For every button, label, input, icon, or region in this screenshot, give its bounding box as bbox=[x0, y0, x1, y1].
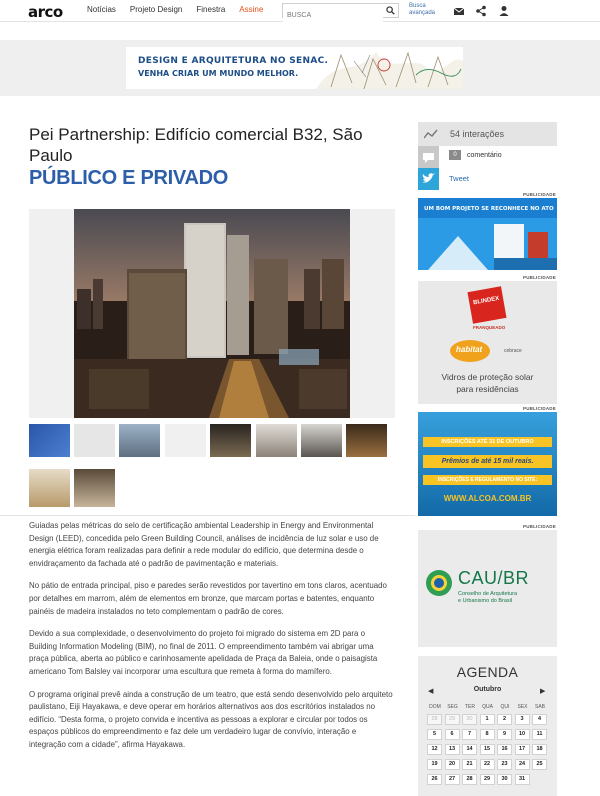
weekday-label: SEG bbox=[447, 704, 458, 710]
user-icon[interactable] bbox=[497, 4, 511, 18]
calendar-day[interactable]: 22 bbox=[480, 759, 495, 770]
mail-icon[interactable] bbox=[452, 4, 466, 18]
calendar-day[interactable]: 9 bbox=[497, 729, 512, 740]
calendar-day[interactable]: 4 bbox=[532, 714, 547, 725]
agenda-widget bbox=[418, 656, 557, 796]
main-nav bbox=[87, 5, 263, 14]
calendar-day[interactable]: 8 bbox=[480, 729, 495, 740]
blindex-text: BLINDEX bbox=[472, 295, 500, 307]
main-photo[interactable] bbox=[29, 209, 395, 418]
agenda-month: Outubro bbox=[473, 686, 502, 693]
weekday-label: TER bbox=[465, 704, 475, 710]
senac-banner-ad[interactable] bbox=[126, 47, 463, 89]
search-icon[interactable] bbox=[386, 6, 395, 15]
gallery-thumbnail[interactable] bbox=[346, 424, 387, 457]
calendar-day[interactable]: 16 bbox=[497, 744, 512, 755]
nav-item-finestra[interactable]: Finestra bbox=[196, 5, 226, 14]
calendar-day[interactable]: 23 bbox=[497, 759, 512, 770]
weekday-label: SEX bbox=[517, 704, 528, 710]
calendar-day[interactable]: 17 bbox=[515, 744, 530, 755]
calendar-day[interactable]: 11 bbox=[532, 729, 547, 740]
article-paragraph: Devido a sua complexidade, o desenvolvimento do projeto foi migrado do sistema em 2D para o Building Information Modeling (BIM), no final de 2011. O empreendimento também vai abrigar uma praça pública, aberta ao público e carinhosamente apelidada de Praça da Baleia, onde o paisagista americano Tom Balsley vai incorporar uma escultura que remeta à forma do mamífero. bbox=[29, 629, 378, 676]
agenda-title: AGENDA bbox=[456, 664, 519, 680]
calendar-day[interactable]: 18 bbox=[532, 744, 547, 755]
calendar-day[interactable]: 25 bbox=[532, 759, 547, 770]
calendar-day[interactable]: 28 bbox=[427, 714, 442, 725]
calendar-day[interactable]: 7 bbox=[462, 729, 477, 740]
franqueado-text: FRANQUEADO bbox=[473, 325, 506, 330]
next-month-icon[interactable]: ▶ bbox=[540, 688, 546, 695]
content-divider bbox=[0, 515, 415, 516]
calendar-day[interactable]: 2 bbox=[497, 714, 512, 725]
ad-label: PUBLICIDADE bbox=[523, 192, 556, 197]
calendar-day[interactable]: 13 bbox=[445, 744, 460, 755]
article-title: Pei Partnership: Edifício comercial B32, São Paulo bbox=[29, 125, 363, 165]
article-body bbox=[29, 520, 393, 762]
ad-label: PUBLICIDADE bbox=[523, 406, 556, 411]
weekday-label: QUA bbox=[482, 704, 493, 710]
calendar-day[interactable]: 29 bbox=[445, 714, 460, 725]
sidebar-ad-3[interactable] bbox=[418, 412, 557, 516]
comment-count: 0 bbox=[449, 150, 461, 160]
ad3-line3: INSCRIÇÕES E REGULAMENTO NO SITE: bbox=[423, 475, 552, 485]
calendar-day[interactable]: 19 bbox=[427, 759, 442, 770]
gallery-thumbnail[interactable] bbox=[29, 424, 70, 457]
nav-item-projeto-design[interactable]: Projeto Design bbox=[129, 5, 183, 14]
site-logo[interactable]: arco bbox=[28, 3, 63, 21]
calendar-day[interactable]: 31 bbox=[515, 774, 530, 785]
gallery-thumbnail[interactable] bbox=[256, 424, 297, 457]
ad3-line4: WWW.ALCOA.COM.BR bbox=[443, 494, 532, 503]
twitter-icon bbox=[418, 168, 439, 190]
search-input[interactable] bbox=[283, 9, 383, 22]
cau-brand: CAU/BR bbox=[458, 568, 530, 588]
ad3-line2: Prêmios de até 15 mil reais. bbox=[423, 455, 552, 468]
calendar-day[interactable]: 15 bbox=[480, 744, 495, 755]
share-icon[interactable] bbox=[474, 4, 488, 18]
cau-line2: e Urbanismo do Brasil bbox=[458, 598, 513, 604]
agenda-month-bar bbox=[418, 683, 557, 699]
prev-month-icon[interactable]: ◀ bbox=[428, 688, 434, 695]
ad1-building-graphic bbox=[418, 218, 557, 270]
ad2-line2: para residências bbox=[456, 384, 519, 394]
comment-widget[interactable] bbox=[418, 146, 557, 168]
tweet-label: Tweet bbox=[449, 174, 470, 183]
calendar-day[interactable]: 14 bbox=[462, 744, 477, 755]
cau-seal-icon bbox=[424, 568, 454, 598]
calendar-day[interactable]: 21 bbox=[462, 759, 477, 770]
calendar-day[interactable]: 30 bbox=[462, 714, 477, 725]
banner-subline: VENHA CRIAR UM MUNDO MELHOR. bbox=[138, 69, 299, 78]
gallery-thumbnail[interactable] bbox=[119, 424, 160, 457]
cau-line1: Conselho de Arquitetura bbox=[458, 591, 518, 597]
advanced-search-link[interactable]: Busca avançada bbox=[409, 3, 436, 16]
interactions-counter bbox=[418, 122, 557, 146]
sidebar-ad-4[interactable] bbox=[418, 530, 557, 647]
weekday-label: SAB bbox=[534, 704, 545, 710]
ad-label: PUBLICIDADE bbox=[523, 275, 556, 280]
calendar-day[interactable]: 29 bbox=[480, 774, 495, 785]
trend-icon bbox=[424, 129, 438, 139]
nav-item-noticias[interactable]: Notícias bbox=[87, 5, 116, 14]
article-paragraph: Guiadas pelas métricas do selo de certificação ambiental Leadership in Energy and Environmental Design (LEED), concedida pelo Green Building Council, análises de incidência de luz solar e uso de energia elétrica foram realizadas para definir a rede modular do edifício, que determina desde o envidraçamento da fachada até o padrão de pavimentação e materiais. bbox=[29, 521, 379, 568]
tweet-widget[interactable] bbox=[418, 168, 557, 190]
habitat-logo bbox=[450, 340, 490, 362]
sidebar-ad-1[interactable] bbox=[418, 198, 557, 270]
nav-item-assine[interactable]: Assine bbox=[239, 5, 264, 14]
calendar-day[interactable]: 30 bbox=[497, 774, 512, 785]
habitat-text: habitat bbox=[456, 345, 483, 354]
weekday-label: QUI bbox=[500, 704, 510, 710]
search-box bbox=[282, 3, 399, 18]
calendar-day[interactable]: 26 bbox=[427, 774, 442, 785]
calendar-day[interactable]: 24 bbox=[515, 759, 530, 770]
gallery-thumbnail[interactable] bbox=[74, 469, 115, 507]
article-paragraph: No pátio de entrada principal, piso e paredes serão revestidos por tavertino em tons claros, acentuado por detalhes em marrom, além de elementos em bronze, que marcam portas e batentes, enquanto painéis de madeira instalados no teto complementam o padrão de cores. bbox=[29, 581, 387, 616]
article-section[interactable]: PÚBLICO E PRIVADO bbox=[29, 167, 228, 189]
calendar-day[interactable]: 1 bbox=[480, 714, 495, 725]
ad-label: PUBLICIDADE bbox=[523, 524, 556, 529]
calendar-day[interactable]: 20 bbox=[445, 759, 460, 770]
top-banner-area bbox=[0, 40, 600, 96]
banner-illustration bbox=[126, 47, 463, 89]
interactions-label: 54 interações bbox=[450, 129, 505, 139]
gallery-thumbnail[interactable] bbox=[210, 424, 251, 457]
ad1-text: UM BOM PROJETO SE RECONHECE NO ATO bbox=[424, 206, 554, 212]
cebrace-text: cebrace bbox=[504, 348, 522, 354]
sidebar-ad-2[interactable] bbox=[418, 281, 557, 404]
calendar-day[interactable]: 27 bbox=[445, 774, 460, 785]
calendar-day[interactable]: 10 bbox=[515, 729, 530, 740]
comment-icon bbox=[418, 146, 439, 168]
blindex-logo bbox=[467, 286, 506, 323]
weekday-label: DOM bbox=[429, 704, 441, 710]
calendar-day[interactable]: 5 bbox=[427, 729, 442, 740]
article-paragraph: O programa original prevê ainda a construção de um teatro, que está sendo desenvolvido pelo arquiteto paulistano, Eiji Hayakawa, e deve operar em horários alternativos aos dos escritórios instalados no edifício. “Desta forma, o projeto convida e incentiva as pessoas a explorar e circular por todos os espaços públicos do empreendimento e faz dele um verdadeiro lugar de convívio, interação e integração com a cidade”, afirma Hayakawa. bbox=[29, 689, 393, 749]
city-night-photo bbox=[29, 209, 395, 418]
ad3-line1: INSCRIÇÕES ATÉ 31 DE OUTUBRO bbox=[423, 437, 552, 447]
comment-label: comentário bbox=[467, 152, 502, 159]
calendar-day[interactable]: 3 bbox=[515, 714, 530, 725]
gallery-thumbnail[interactable] bbox=[165, 424, 206, 457]
calendar-day[interactable]: 6 bbox=[445, 729, 460, 740]
ad2-line1: Vidros de proteção solar bbox=[441, 372, 534, 382]
gallery-thumbnail[interactable] bbox=[301, 424, 342, 457]
gallery-thumbnail[interactable] bbox=[74, 424, 115, 457]
banner-headline: DESIGN E ARQUITETURA NO SENAC. bbox=[138, 56, 329, 66]
calendar-day[interactable]: 28 bbox=[462, 774, 477, 785]
gallery-thumbnail[interactable] bbox=[29, 469, 70, 507]
top-bar bbox=[0, 0, 600, 22]
calendar-day[interactable]: 12 bbox=[427, 744, 442, 755]
